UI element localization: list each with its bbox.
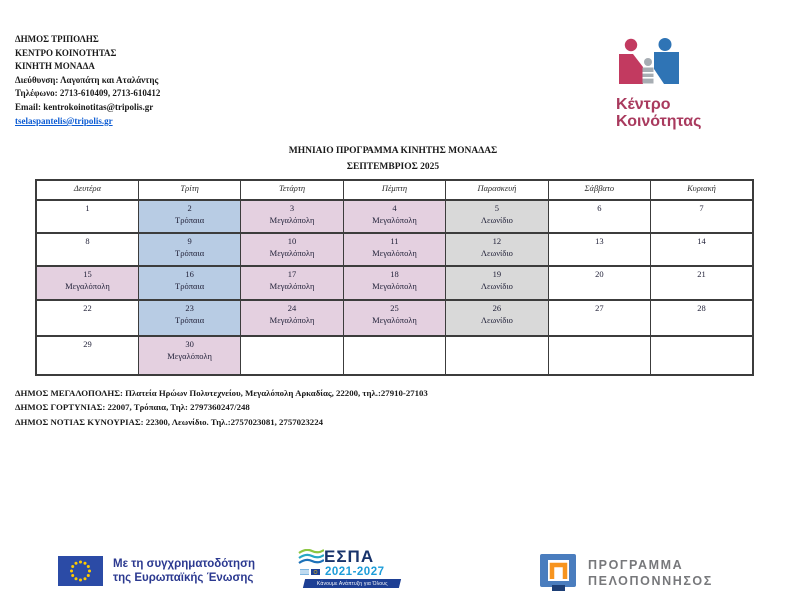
calendar-day-cell bbox=[138, 200, 240, 233]
calendar-day-cell bbox=[651, 200, 753, 233]
calendar-day-cell bbox=[241, 336, 343, 375]
visit-location: Μεγαλόπολη bbox=[372, 281, 417, 291]
calendar-body bbox=[36, 200, 753, 375]
address-line: Διεύθυνση: Λαγοπάτη και Αταλάντης bbox=[15, 74, 159, 85]
calendar-day-cell bbox=[548, 200, 650, 233]
calendar-day-cell bbox=[446, 336, 548, 375]
letterhead bbox=[15, 33, 160, 129]
day-number: 8 bbox=[85, 236, 90, 246]
visit-location: Μεγαλόπολη bbox=[65, 281, 110, 291]
calendar-day-cell bbox=[446, 300, 548, 336]
day-number: 27 bbox=[595, 303, 604, 313]
visit-location: Τρόπαια bbox=[175, 248, 205, 258]
espa-name: ΕΣΠΑ bbox=[324, 547, 375, 566]
day-number: 10 bbox=[287, 236, 297, 246]
day-number: 21 bbox=[697, 269, 706, 279]
calendar-day-cell bbox=[138, 300, 240, 336]
weekday-header: Πέμπτη bbox=[343, 180, 445, 200]
email-line: Email: kentrokoinotitas@tripolis.gr bbox=[15, 101, 154, 112]
day-number: 30 bbox=[185, 339, 194, 349]
peloponnisos-line1: ΠΡΟΓΡΑΜΜΑ bbox=[588, 558, 684, 572]
dept-name: ΚΕΝΤΡΟ ΚΟΙΝΟΤΗΤΑΣ bbox=[15, 47, 117, 58]
espa-logo bbox=[298, 549, 416, 588]
org-name: ΔΗΜΟΣ ΤΡΙΠΟΛΗΣ bbox=[15, 34, 99, 44]
day-number: 19 bbox=[492, 269, 502, 279]
calendar-week-row bbox=[36, 200, 753, 233]
peloponnisos-line2: ΠΕΛΟΠΟΝΝΗΣΟΣ bbox=[588, 574, 713, 588]
visit-location: Τρόπαια bbox=[175, 315, 205, 325]
espa-tagline: Κάνουμε Ανάπτυξη για Όλους bbox=[316, 580, 388, 587]
calendar-day-cell bbox=[651, 336, 753, 375]
kk-logo-line1: Κέντρο bbox=[616, 96, 671, 113]
calendar-title: ΜΗΝΙΑΙΟ ΠΡΟΓΡΑΜΜΑ ΚΙΝΗΤΗΣ ΜΟΝΑΔΑΣ bbox=[288, 146, 498, 156]
day-number: 18 bbox=[390, 269, 399, 279]
espa-tagline-banner bbox=[303, 579, 401, 588]
calendar-week-row bbox=[36, 233, 753, 266]
weekday-header: Δευτέρα bbox=[36, 180, 138, 200]
day-number: 14 bbox=[697, 236, 706, 246]
day-number: 25 bbox=[390, 303, 399, 313]
weekday-header: Τρίτη bbox=[138, 180, 240, 200]
peloponnisos-icon bbox=[540, 554, 577, 592]
day-number: 6 bbox=[597, 203, 602, 213]
day-number: 12 bbox=[492, 236, 502, 246]
weekday-header: Κυριακή bbox=[651, 180, 753, 200]
calendar-subtitle: ΣΕΠΤΕΜΒΡΙΟΣ 2025 bbox=[346, 162, 440, 172]
calendar-day-cell bbox=[138, 336, 240, 375]
visit-location: Μεγαλόπολη bbox=[269, 315, 315, 325]
calendar-day-cell bbox=[446, 266, 548, 300]
calendar-day-cell bbox=[138, 233, 240, 266]
eu-text-line1: Με τη συγχρηματοδότηση bbox=[113, 558, 255, 570]
weekday-header: Σάββατο bbox=[548, 180, 650, 200]
calendar-week-row bbox=[36, 300, 753, 336]
contact-line: ΔΗΜΟΣ ΜΕΓΑΛΟΠΟΛΗΣ: Πλατεία Ηρώων Πολυτεχνείου, Μεγαλόπολη Αρκαδίας, 22200, τηλ.:27910-27103 bbox=[15, 388, 428, 398]
visit-location: Λεωνίδιο bbox=[480, 315, 513, 325]
eu-text-line2: της Ευρωπαϊκής Ένωσης bbox=[113, 572, 254, 584]
calendar-day-cell bbox=[343, 233, 445, 266]
visit-location: Μεγαλόπολη bbox=[372, 248, 417, 258]
day-number: 4 bbox=[392, 203, 397, 213]
calendar-day-cell bbox=[241, 200, 343, 233]
weekday-header: Παρασκευή bbox=[446, 180, 548, 200]
calendar-table bbox=[35, 179, 754, 376]
day-number: 16 bbox=[185, 269, 194, 279]
calendar-day-cell bbox=[36, 233, 138, 266]
visit-location: Λεωνίδιο bbox=[480, 248, 513, 258]
day-number: 22 bbox=[83, 303, 92, 313]
calendar-day-cell bbox=[343, 200, 445, 233]
day-number: 1 bbox=[85, 203, 90, 213]
peloponnisos-logo bbox=[540, 554, 713, 592]
calendar-week-row bbox=[36, 266, 753, 300]
calendar-day-cell bbox=[241, 300, 343, 336]
day-number: 28 bbox=[697, 303, 706, 313]
day-number: 3 bbox=[289, 203, 295, 213]
day-number: 11 bbox=[390, 236, 399, 246]
day-number: 29 bbox=[83, 339, 92, 349]
espa-waves-icon bbox=[298, 549, 324, 565]
visit-location: Τρόπαια bbox=[175, 215, 205, 225]
calendar-day-cell bbox=[241, 233, 343, 266]
day-number: 24 bbox=[287, 303, 297, 313]
calendar-day-cell bbox=[343, 266, 445, 300]
calendar-day-cell bbox=[651, 233, 753, 266]
eu-flag-small-icon bbox=[311, 569, 320, 575]
visit-location: Μεγαλόπολη bbox=[269, 281, 315, 291]
calendar-day-cell bbox=[138, 266, 240, 300]
greek-flag-icon bbox=[300, 569, 309, 575]
day-number: 17 bbox=[287, 269, 297, 279]
eu-flag-icon bbox=[58, 556, 103, 586]
peloponnisos-text bbox=[588, 557, 713, 589]
calendar-day-cell bbox=[446, 200, 548, 233]
calendar-day-cell bbox=[241, 266, 343, 300]
contacts-block bbox=[15, 386, 428, 429]
kk-logo-text bbox=[616, 96, 756, 130]
kk-logo-line2: Κοινότητας bbox=[616, 113, 702, 130]
calendar-day-cell bbox=[36, 200, 138, 233]
visit-location: Μεγαλόπολη bbox=[269, 215, 315, 225]
calendar-day-cell bbox=[36, 336, 138, 375]
visit-location: Μεγαλόπολη bbox=[372, 315, 417, 325]
calendar-week-row bbox=[36, 336, 753, 375]
calendar-day-cell bbox=[343, 336, 445, 375]
calendar-day-cell bbox=[36, 300, 138, 336]
contact-line: ΔΗΜΟΣ ΓΟΡΤΥΝΙΑΣ: 22007, Τρόπαια, Τηλ: 2797360247/248 bbox=[15, 402, 250, 413]
day-number: 26 bbox=[492, 303, 502, 313]
weekday-header: Τετάρτη bbox=[241, 180, 343, 200]
visit-location: Λεωνίδιο bbox=[480, 215, 513, 225]
phone-line: Τηλέφωνο: 2713-610409, 2713-610412 bbox=[15, 88, 161, 98]
calendar-day-cell bbox=[548, 336, 650, 375]
unit-name: ΚΙΝΗΤΗ ΜΟΝΑΔΑ bbox=[15, 61, 95, 71]
visit-location: Λεωνίδιο bbox=[480, 281, 513, 291]
day-number: 13 bbox=[595, 236, 604, 246]
kentro-koinotitas-logo bbox=[616, 38, 756, 130]
family-figures-icon bbox=[616, 38, 682, 88]
visit-location: Μεγαλόπολη bbox=[167, 351, 212, 361]
calendar-day-cell bbox=[651, 300, 753, 336]
eu-cofunding-logo bbox=[58, 556, 255, 586]
calendar-day-cell bbox=[446, 233, 548, 266]
eu-cofunding-text bbox=[113, 557, 255, 585]
email-link[interactable]: tselaspantelis@tripolis.gr bbox=[15, 116, 113, 126]
visit-location: Μεγαλόπολη bbox=[269, 248, 315, 258]
day-number: 7 bbox=[699, 203, 704, 213]
contact-line: ΔΗΜΟΣ ΝΟΤΙΑΣ ΚΥΝΟΥΡΙΑΣ: 22300, Λεωνίδιο. Τηλ.:2757023081, 2757023224 bbox=[15, 416, 324, 427]
calendar-day-cell bbox=[36, 266, 138, 300]
visit-location: Μεγαλόπολη bbox=[372, 215, 417, 225]
day-number: 20 bbox=[595, 269, 604, 279]
visit-location: Τρόπαια bbox=[175, 281, 205, 291]
weekday-header-row bbox=[36, 180, 753, 200]
day-number: 9 bbox=[187, 236, 192, 246]
espa-years: 2021-2027 bbox=[325, 566, 385, 578]
calendar-day-cell bbox=[343, 300, 445, 336]
calendar-day-cell bbox=[548, 233, 650, 266]
day-number: 5 bbox=[494, 203, 500, 213]
day-number: 23 bbox=[185, 303, 194, 313]
calendar-day-cell bbox=[651, 266, 753, 300]
calendar-day-cell bbox=[548, 300, 650, 336]
day-number: 15 bbox=[83, 269, 92, 279]
day-number: 2 bbox=[187, 203, 192, 213]
calendar-day-cell bbox=[548, 266, 650, 300]
